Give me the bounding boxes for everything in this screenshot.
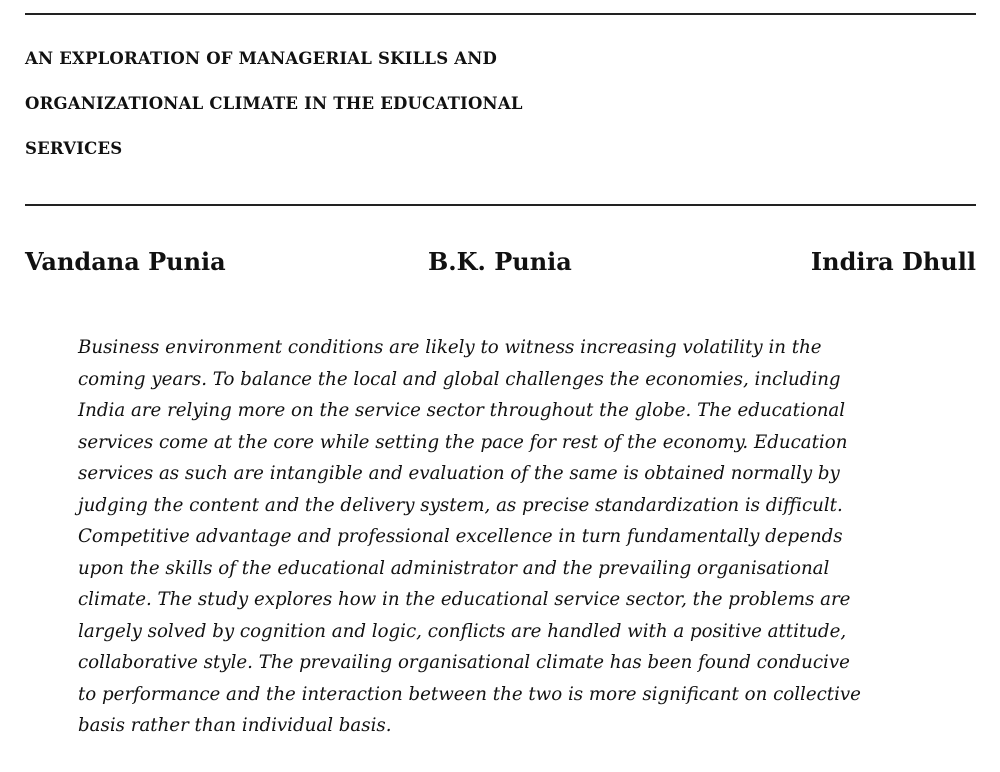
- author-name: Vandana Punia: [25, 247, 226, 276]
- abstract-line: basis rather than individual basis.: [78, 715, 392, 736]
- bottom-rule: [25, 204, 976, 206]
- title-line: AN EXPLORATION OF MANAGERIAL SKILLS AND: [25, 49, 498, 68]
- abstract-line: Competitive advantage and professional excellence in turn fundamentally depends: [78, 526, 843, 547]
- abstract-line: to performance and the interaction between the two is more significant on collective: [78, 683, 861, 705]
- abstract-line: services come at the core while setting the pace for rest of the economy. Education: [78, 431, 848, 453]
- abstract: [78, 332, 938, 742]
- abstract-line: services as such are intangible and evaluation of the same is obtained normally by: [78, 463, 840, 484]
- abstract-line: judging the content and the delivery system, as precise standardization is difficult.: [78, 494, 843, 516]
- title-line: ORGANIZATIONAL CLIMATE IN THE EDUCATIONAL: [25, 94, 523, 113]
- abstract-line: climate. The study explores how in the educational service sector, the problems are: [78, 589, 851, 610]
- title-line: SERVICES: [25, 139, 123, 158]
- paper-title: [25, 36, 980, 171]
- author-list: [25, 244, 976, 280]
- abstract-line: coming years. To balance the local and global challenges the economies, including: [78, 368, 841, 390]
- abstract-line: Business environment conditions are likely to witness increasing volatility in the: [78, 337, 822, 358]
- author-name: Indira Dhull: [810, 247, 976, 276]
- author-name: B.K. Punia: [428, 247, 572, 276]
- top-rule: [25, 13, 976, 15]
- abstract-line: largely solved by cognition and logic, conflicts are handled with a positive attitude,: [78, 620, 847, 642]
- abstract-line: India are relying more on the service sector throughout the globe. The educational: [78, 400, 846, 421]
- abstract-line: upon the skills of the educational administrator and the prevailing organisational: [78, 557, 830, 579]
- abstract-line: collaborative style. The prevailing organisational climate has been found conducive: [78, 652, 850, 673]
